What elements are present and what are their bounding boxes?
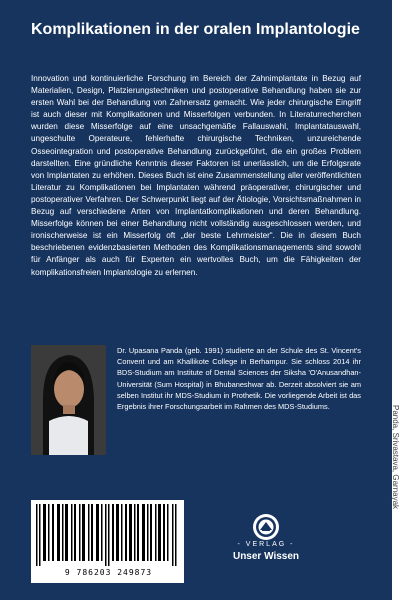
book-title: Komplikationen in der oralen Implantologie (31, 21, 360, 38)
barcode-icon (36, 504, 179, 566)
author-portrait (31, 345, 106, 455)
author-photo (31, 345, 106, 455)
publisher-name: Unser Wissen (232, 551, 300, 562)
isbn-number: 9 786203 249873 (64, 568, 153, 577)
author-bio: Dr. Upasana Panda (geb. 1991) studierte an der Schule des St. Vincent's Convent und am Khallikote College in Berhampur. Sie schloss 2014 ihr BDS-Studium am Institute of Dental Sciences der Siksha 'O'Anusandhan-Universität (Sum Hospital) in Bhubaneshwar ab. Derzeit absolviert sie am selben Institut ihr MDS-Studium in Prothetik. Die vorliegende Arbeit ist das Ergebnis ihrer Forschungsarbeit im Rahmen des MDS-Studiums. (117, 346, 361, 412)
isbn-barcode (31, 500, 184, 583)
spine-authors: Panda, Srivastava, Garnayak (391, 405, 400, 510)
book-description: Innovation und kontinuierliche Forschung im Bereich der Zahnimplantate in Bezug auf Materialien, Design, Platzierungstechniken und postoperative Behandlung haben sie zur ersten Wahl bei der Behandlung von Zahnersatz gemacht. Wie jeder chirurgische Eingriff ist auch dieser mit Komplikationen und Misserfolgen verbunden. In Literaturrecherchen wurden diese Misserfolge auf eine unsachgemäße Fallauswahl, Implantatauswahl, ungeschulte Operateure, fehlerhafte chirurgische Techniken, unzureichende Osseointegration und postoperative Behandlung zurückgeführt, die ein großes Problem darstellten. Eine gründliche Kenntnis dieser Faktoren ist unerlässlich, um die Erfolgsrate von Implantaten zu erhöhen. Dieses Buch ist eine Zusammenstellung aller veröffentlichten Literatur zu Komplikationen bei Implantaten während präoperativer, chirurgischer und postoperativer Verfahren. Der Schwerpunkt liegt auf der Ätiologie, Vorsichtsmaßnahmen in Bezug auf verschiedene Arten von Implantatkomplikationen und deren Behandlung. Misserfolge können bei einer Behandlung nicht vollständig ausgeschlossen werden, und ironischerweise ist ein Misserfolg oft „der beste Lehrmeister“. Die in diesem Buch beschriebenen evidenzbasierten Methoden des Komplikationsmanagements sind sowohl für Anfänger als auch für Experten ein wertvolles Buch, um die Fähigkeiten der komplikationsfreien Implantologie zu erlernen. (31, 74, 361, 277)
publisher-label: - VERLAG - (237, 541, 295, 548)
